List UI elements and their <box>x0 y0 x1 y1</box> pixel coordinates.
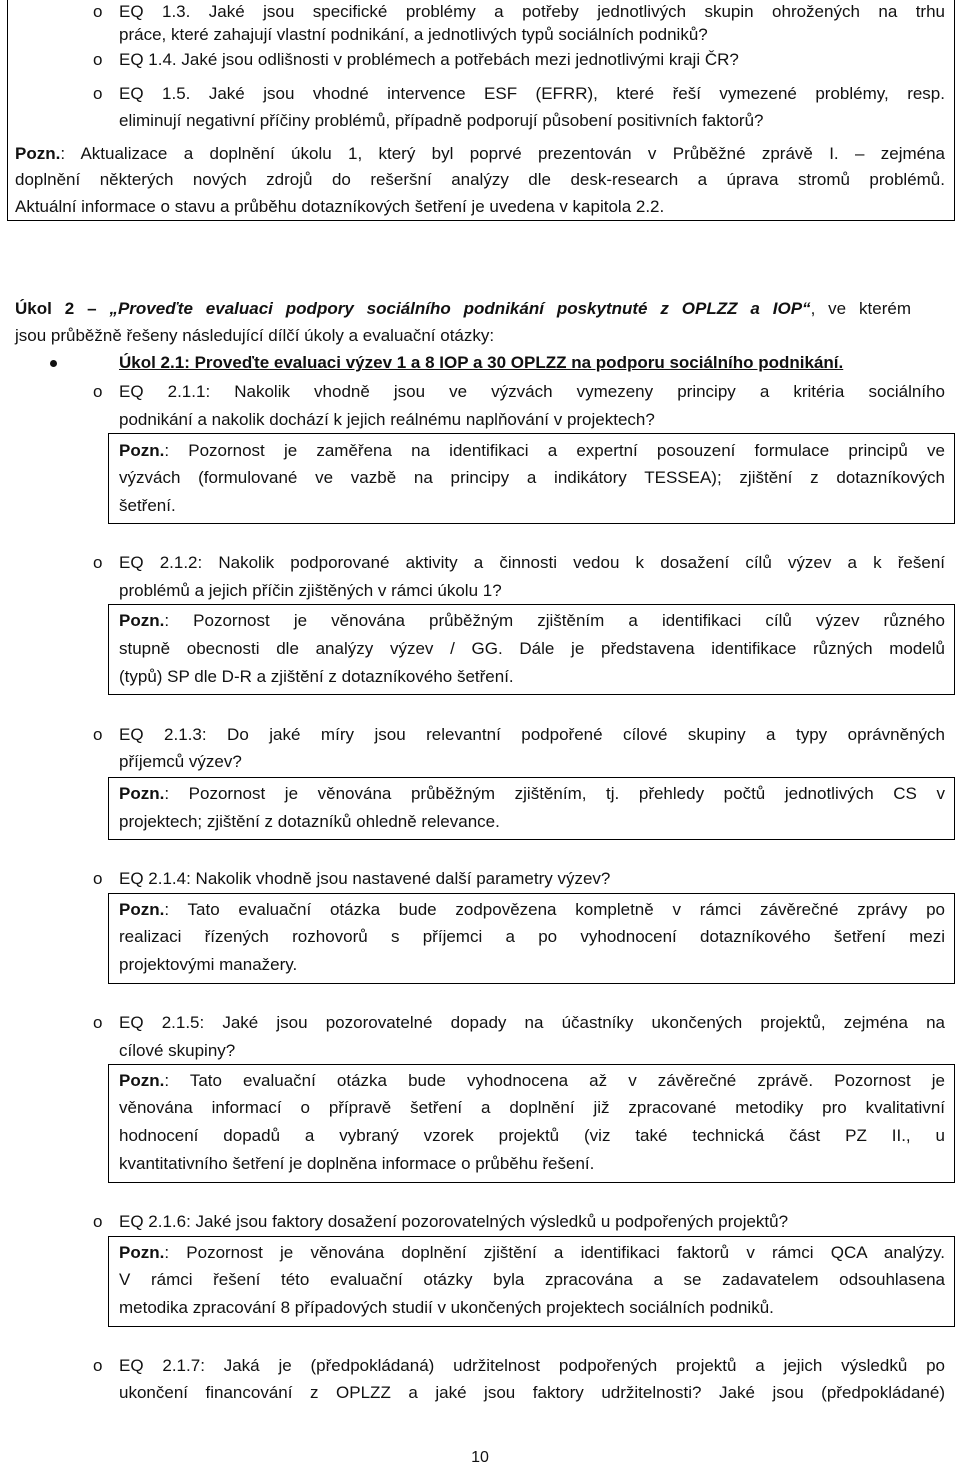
note-2-1-4-line-1: Pozn.: Tato evaluační otázka bude zodpovězena kompletně v rámci závěrečné zprávy po <box>119 900 945 919</box>
note-2-1-3-line-1: Pozn.: Pozornost je věnována průběžným zjištěním, tj. přehledy počtů jednotlivých CS v <box>119 784 945 803</box>
note-2-1-1-line-1: Pozn.: Pozornost je zaměřena na identifikaci a expertní posouzení formulace principů ve <box>119 441 945 460</box>
list-marker: o <box>93 50 103 69</box>
note-label: Pozn. <box>15 144 61 163</box>
task2-line-2: jsou průběžně řešeny následující dílčí úkoly a evaluační otázky: <box>15 326 495 345</box>
note-2-1-2-line-3: (typů) SP dle D-R a zjištění z dotazníkového šetření. <box>119 667 514 686</box>
top-note-line-2: doplnění některých nových zdrojů do rešeršní analýzy dle desk-research a úprava stromů problémů. <box>15 170 945 189</box>
eq-2-1-7-line-1: EQ 2.1.7: Jaká je (předpokládaná) udržitelnost podpořených projektů a jejich výsledků po <box>119 1356 945 1375</box>
list-marker: o <box>93 84 103 103</box>
list-marker: o <box>93 725 103 744</box>
note-2-1-5-line-3: hodnocení dopadů a vybraný vzorek projektů (viz také technická část PZ II., u <box>119 1126 945 1145</box>
list-marker: o <box>93 1013 103 1032</box>
note-2-1-6-line-3: metodika zpracování 8 případových studií v ukončených projektech sociálních podniků. <box>119 1298 774 1317</box>
eq-1-5-line-1: EQ 1.5. Jaké jsou vhodné intervence ESF (EFRR), které řeší vymezené problémy, resp. <box>119 84 945 103</box>
top-note-line-3: Aktuální informace o stavu a průběhu dotazníkových šetření je uvedena v kapitola 2.2. <box>15 197 665 216</box>
list-marker: o <box>93 1356 103 1375</box>
task2-suffix: , ve kterém <box>810 299 911 318</box>
eq-1-5-line-2: eliminují negativní příčiny problémů, případně podporují působení positivních faktorů? <box>119 111 764 130</box>
note-2-1-5-line-1: Pozn.: Tato evaluační otázka bude vyhodnocena až v závěrečné zprávě. Pozornost je <box>119 1071 945 1090</box>
note-text: : Aktualizace a doplnění úkolu 1, který byl poprvé prezentován v Průběžné zprávě I. – zejména <box>60 144 945 163</box>
eq-2-1-3-line-1: EQ 2.1.3: Do jaké míry jsou relevantní podpořené cílové skupiny a typy oprávněných <box>119 725 945 744</box>
eq-2-1-1-line-2: podnikání a nakolik dochází k jejich reálnému naplňování v projektech? <box>119 410 655 429</box>
top-note-line-1 <box>15 143 945 165</box>
list-marker: o <box>93 553 103 572</box>
task2-heading <box>15 298 911 320</box>
note-2-1-6-line-1: Pozn.: Pozornost je věnována doplnění zjištění a identifikaci faktorů v rámci QCA analýzy. <box>119 1243 945 1262</box>
note-2-1-1-line-2: výzvách (formulované ve vazbě na principy a indikátory TESSEA); zjištění z dotazníkových <box>119 468 945 487</box>
eq-1-3-line-1: EQ 1.3. Jaké jsou specifické problémy a potřeby jednotlivých skupin ohrožených na trhu <box>119 2 945 21</box>
note-2-1-6-line-2: V rámci řešení této evaluační otázky byla zpracována a se zadavatelem odsouhlasena <box>119 1270 945 1289</box>
note-2-1-2-line-2: stupně obecnosti dle analýzy výzev / GG. Dále je představena identifikace různých modelů <box>119 639 945 658</box>
list-marker: o <box>93 2 103 21</box>
eq-2-1-2-line-2: problémů a jejich příčin zjištěných v rámci úkolu 1? <box>119 581 502 600</box>
note-2-1-4-line-3: projektovými manažery. <box>119 955 298 974</box>
subtask-2-1: Úkol 2.1: Proveďte evaluaci výzev 1 a 8 IOP a 30 OPLZZ na podporu sociálního podnikání. <box>119 353 844 372</box>
eq-2-1-1-line-1: EQ 2.1.1: Nakolik vhodně jsou ve výzvách vymezeny principy a kritéria sociálního <box>119 382 945 401</box>
eq-1-3-line-2: práce, které zahajují vlastní podnikání, a jednotlivých typů sociálních podniků? <box>119 25 708 44</box>
eq-2-1-4-line-1: EQ 2.1.4: Nakolik vhodně jsou nastavené další parametry výzev? <box>119 869 611 888</box>
note-2-1-5-line-4: kvantitativního šetření je doplněna informace o průběhu řešení. <box>119 1154 595 1173</box>
task2-title: „Proveďte evaluaci podpory sociálního podnikání poskytnuté z OPLZZ a IOP“ <box>109 299 811 318</box>
note-2-1-1-line-3: šetření. <box>119 496 176 515</box>
eq-2-1-7-line-2: ukončení financování z OPLZZ a jaké jsou faktory udržitelnosti? Jaké jsou (předpokládané) <box>119 1383 945 1402</box>
page-number: 10 <box>471 1449 489 1466</box>
list-marker: o <box>93 1212 103 1231</box>
eq-2-1-6-line-1: EQ 2.1.6: Jaké jsou faktory dosažení pozorovatelných výsledků u podpořených projektů? <box>119 1212 789 1231</box>
eq-2-1-2-line-1: EQ 2.1.2: Nakolik podporované aktivity a činnosti vedou k dosažení cílů výzev a k řešení <box>119 553 945 572</box>
eq-1-4-line-1: EQ 1.4. Jaké jsou odlišnosti v problémech a potřebách mezi jednotlivými kraji ČR? <box>119 50 739 69</box>
eq-2-1-5-line-2: cílové skupiny? <box>119 1041 236 1060</box>
eq-2-1-3-line-2: příjemců výzev? <box>119 752 242 771</box>
note-2-1-4-line-2: realizaci řízených rozhovorů s příjemci a po vyhodnocení dotazníkového šetření mezi <box>119 927 945 946</box>
bullet-dot <box>50 360 57 367</box>
note-2-1-2-line-1: Pozn.: Pozornost je věnována průběžným zjištěním a identifikaci cílů výzev různého <box>119 611 945 630</box>
list-marker: o <box>93 382 103 401</box>
task2-prefix: Úkol 2 – <box>15 299 110 318</box>
note-2-1-5-line-2: věnována informací o přípravě šetření a doplnění již zpracované metodiky pro kvalitativní <box>119 1098 945 1117</box>
list-marker: o <box>93 869 103 888</box>
note-2-1-3-line-2: projektech; zjištění z dotazníků ohledně relevance. <box>119 812 500 831</box>
eq-2-1-5-line-1: EQ 2.1.5: Jaké jsou pozorovatelné dopady na účastníky ukončených projektů, zejména na <box>119 1013 945 1032</box>
